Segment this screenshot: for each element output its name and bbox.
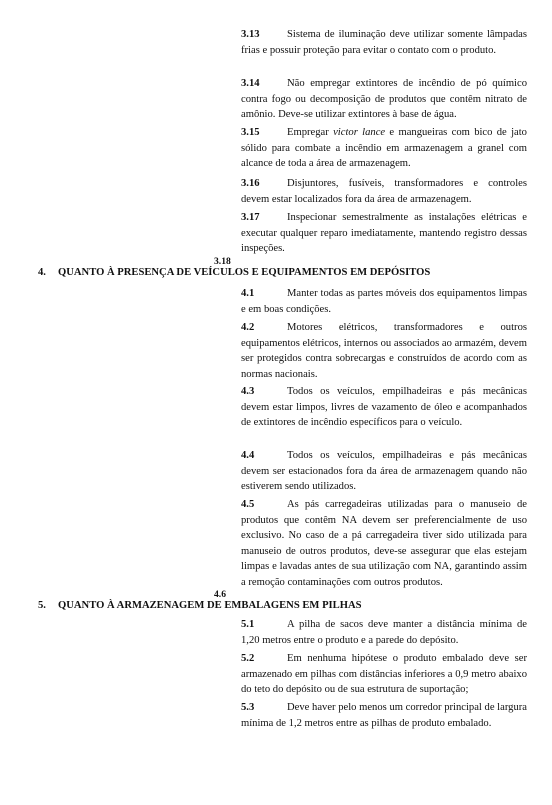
item-text: As pás carregadeiras utilizadas para o manuseio de produtos que contêm NA devem ser preferencialmente de uso exclusivo. No caso de a pá carregadeira tiver sido utilizada para manuseio de outros produtos, deve-se assegurar que elas estejam limpas e lavadas antes de sua utilização com NA, garantindo assim a remoção contaminações com outros produtos. bbox=[241, 499, 527, 588]
item-text: e mangueiras com bico de jato sólido para combate a incêndio em armazenagem a granel com alcance de toda a área de armazenagem. bbox=[241, 127, 527, 170]
item-3-15 bbox=[241, 125, 527, 172]
item-5-2 bbox=[241, 651, 527, 698]
item-text: Motores elétricos, transformadores e outros equipamentos elétricos, internos ou associados ao armazém, devem ser protegidos contra sobrecargas e construídos de acordo com as normas nacionais. bbox=[241, 322, 527, 380]
item-number: 4.4 bbox=[241, 450, 255, 461]
item-4-3 bbox=[241, 384, 527, 431]
item-text-italic: victor lance bbox=[333, 127, 386, 138]
item-number: 3.16 bbox=[241, 178, 260, 189]
item-text: Manter todas as partes móveis dos equipamentos limpas e em boas condições. bbox=[241, 288, 527, 315]
item-number: 4.3 bbox=[241, 386, 255, 397]
item-text: Todos os veículos, empilhadeiras e pás mecânicas devem estar limpos, livres de vazamento de óleo e acompanhados de extintores de incêndio específicos para o veículo. bbox=[241, 386, 527, 429]
item-text: Sistema de iluminação deve utilizar somente lâmpadas frias e possuir proteção para evitar o contato com o produto. bbox=[241, 29, 527, 56]
item-text: Não empregar extintores de incêndio de pó químico contra fogo ou decomposição de produtos que contêm nitrato de amônio. Deve-se utilizar extintores à base de água. bbox=[241, 78, 527, 121]
item-number: 5.2 bbox=[241, 653, 255, 664]
stray-number: 3.18 bbox=[214, 256, 231, 267]
item-number: 4.2 bbox=[241, 322, 255, 333]
item-4-4 bbox=[241, 448, 527, 495]
item-5-1 bbox=[241, 617, 527, 648]
item-4-1 bbox=[241, 286, 527, 317]
item-text: A pilha de sacos deve manter a distância mínima de 1,20 metros entre o produto e a parede do depósito. bbox=[241, 619, 527, 646]
item-4-5 bbox=[241, 497, 527, 591]
section-title: QUANTO À ARMAZENAGEM DE EMBALAGENS EM PILHAS bbox=[58, 600, 362, 611]
section-heading-5 bbox=[38, 599, 538, 612]
item-5-3 bbox=[241, 700, 527, 731]
item-number: 3.17 bbox=[241, 212, 260, 223]
item-number: 5.3 bbox=[241, 702, 255, 713]
item-3-16 bbox=[241, 176, 527, 207]
item-3-14 bbox=[241, 76, 527, 123]
item-text: Inspecionar semestralmente as instalações elétricas e executar qualquer reparo imediatamente, mantendo registro dessas inspeções. bbox=[241, 212, 527, 255]
item-text: Disjuntores, fusíveis, transformadores e controles devem estar localizados fora da área de armazenagem. bbox=[241, 178, 527, 205]
item-number: 3.14 bbox=[241, 78, 260, 89]
item-4-2 bbox=[241, 320, 527, 382]
section-title: QUANTO À PRESENÇA DE VEÍCULOS E EQUIPAMENTOS EM DEPÓSITOS bbox=[58, 267, 431, 278]
item-number: 5.1 bbox=[241, 619, 255, 630]
item-text: Em nenhuma hipótese o produto embalado deve ser armazenado em pilhas com distâncias inferiores a 0,9 metro abaixo do teto do depósito ou de sua estrutura de suportação; bbox=[241, 653, 527, 696]
item-number: 3.15 bbox=[241, 127, 260, 138]
item-text: Empregar bbox=[287, 127, 334, 138]
item-3-17 bbox=[241, 210, 527, 257]
section-number: 4. bbox=[38, 267, 46, 278]
item-text: Todos os veículos, empilhadeiras e pás mecânicas devem ser estacionados fora da área de armazenagem quando não estiverem sendo utilizados. bbox=[241, 450, 527, 493]
item-number: 4.1 bbox=[241, 288, 255, 299]
section-heading-4 bbox=[38, 266, 538, 279]
item-text: Deve haver pelo menos um corredor principal de largura mínima de 1,2 metros entre as pilhas de produto embalado. bbox=[241, 702, 527, 729]
item-3-13 bbox=[241, 27, 527, 58]
stray-number: 4.6 bbox=[214, 589, 226, 600]
item-number: 4.5 bbox=[241, 499, 255, 510]
item-number: 3.13 bbox=[241, 29, 260, 40]
section-number: 5. bbox=[38, 600, 46, 611]
